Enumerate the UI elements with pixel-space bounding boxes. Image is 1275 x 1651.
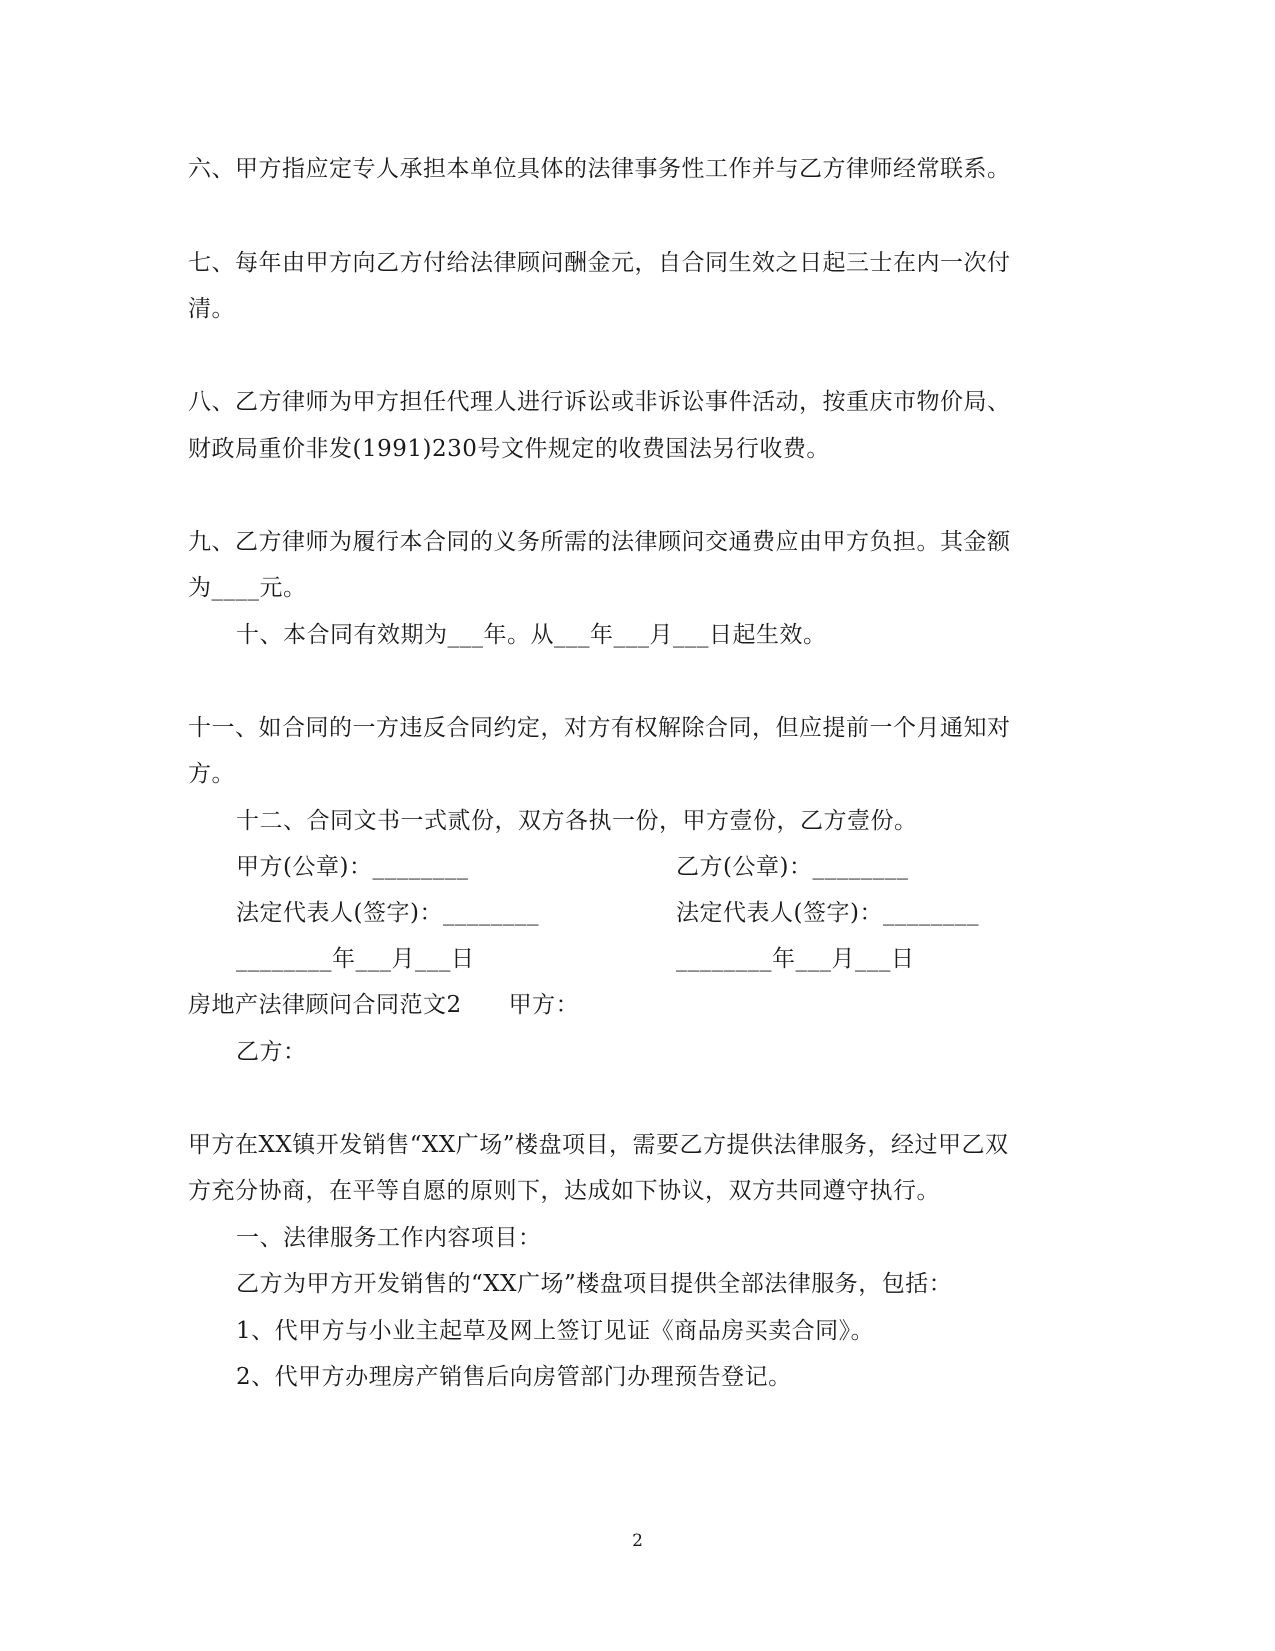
section-1-heading: 一、法律服务工作内容项目： (236, 1225, 542, 1251)
clause-12: 十二、合同文书一式贰份，双方各执一份，甲方壹份，乙方壹份。 (236, 808, 918, 834)
party-a-representative: 法定代表人(签字)：________ (236, 900, 539, 926)
clause-6: 六、甲方指应定专人承担本单位具体的法律事务性工作并与乙方律师经常联系。 (188, 156, 1011, 182)
page-number: 2 (632, 1531, 643, 1551)
party-b-seal: 乙方(公章)：________ (676, 854, 909, 880)
clause-10: 十、本合同有效期为___年。从___年___月___日起生效。 (236, 622, 827, 648)
section-1-intro: 乙方为甲方开发销售的“XX广场”楼盘项目提供全部法律服务，包括： (236, 1271, 953, 1297)
clause-11-line-2: 方。 (188, 761, 235, 787)
clause-11-line-1: 十一、如合同的一方违反合同约定，对方有权解除合同，但应提前一个月通知对 (188, 715, 1011, 741)
clause-9-line-1: 九、乙方律师为履行本合同的义务所需的法律顾问交通费应由甲方负担。其金额 (188, 529, 1011, 555)
section-1-item-2: 2、代甲方办理房产销售后向房管部门办理预告登记。 (236, 1364, 792, 1390)
party-b-date: ________年___月___日 (676, 946, 915, 972)
section-1-item-1: 1、代甲方与小业主起草及网上签订见证《商品房买卖合同》。 (236, 1318, 875, 1344)
clause-8-line-1: 八、乙方律师为甲方担任代理人进行诉讼或非诉讼事件活动，按重庆市物价局、 (188, 389, 1011, 415)
clause-9-line-2: 为____元。 (188, 575, 307, 601)
clause-8-line-2: 财政局重价非发(1991)230号文件规定的收费国法另行收费。 (188, 436, 830, 462)
contract-2-party-b: 乙方： (236, 1039, 307, 1065)
preamble-line-2: 方充分协商，在平等自愿的原则下，达成如下协议，双方共同遵守执行。 (188, 1178, 940, 1204)
preamble-line-1: 甲方在XX镇开发销售“XX广场”楼盘项目，需要乙方提供法律服务，经过甲乙双 (188, 1132, 1009, 1158)
contract-2-title: 房地产法律顾问合同范文2 甲方： (188, 992, 580, 1018)
clause-7-line-1: 七、每年由甲方向乙方付给法律顾问酬金元，自合同生效之日起三士在内一次付 (188, 250, 1011, 276)
party-b-representative: 法定代表人(签字)：________ (676, 900, 979, 926)
party-a-date: ________年___月___日 (236, 946, 475, 972)
party-a-seal: 甲方(公章)：________ (236, 854, 469, 880)
clause-7-line-2: 清。 (188, 296, 235, 322)
